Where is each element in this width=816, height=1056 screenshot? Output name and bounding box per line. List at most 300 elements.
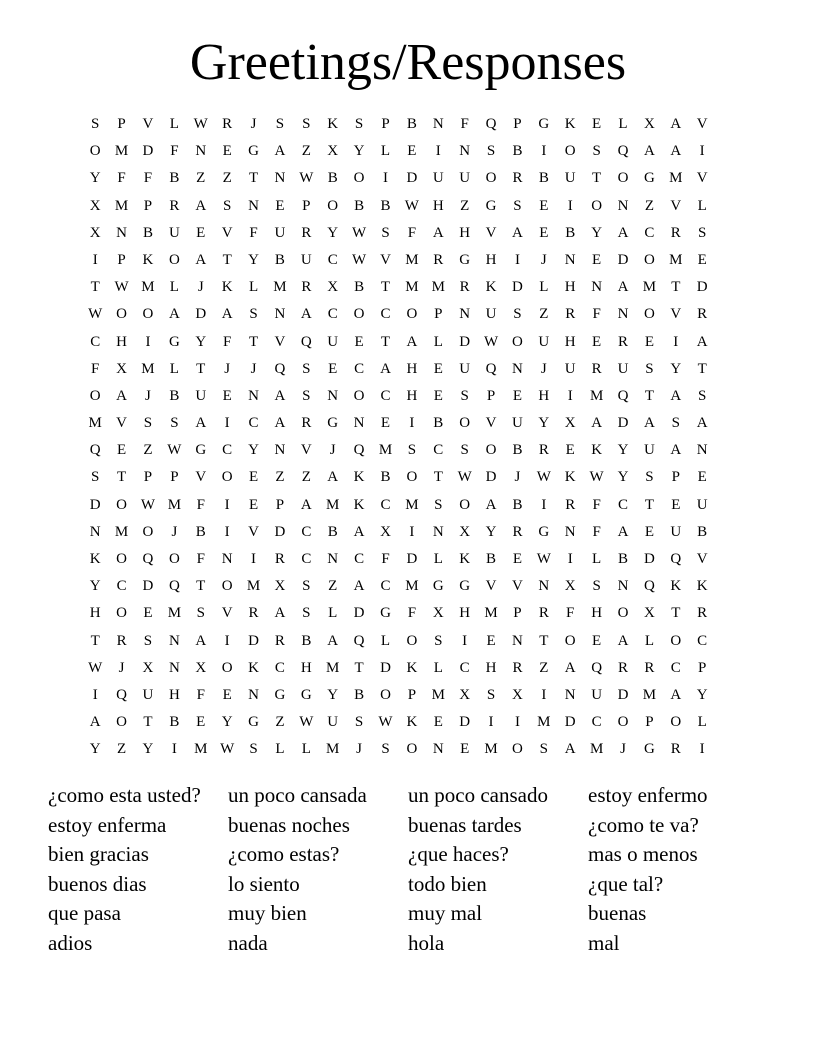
grid-letter: N (459, 306, 471, 323)
grid-letter: V (195, 469, 207, 486)
grid-letter: T (354, 659, 364, 676)
grid-row (82, 546, 742, 573)
grid-row (82, 111, 742, 138)
grid-letter: L (433, 659, 443, 676)
grid-letter: A (274, 415, 286, 432)
grid-letter: T (90, 632, 100, 649)
grid-letter: H (406, 387, 418, 404)
grid-letter: S (434, 496, 443, 513)
grid-letter: B (169, 170, 180, 187)
grid-letter: P (302, 197, 311, 214)
grid-letter: V (485, 415, 497, 432)
grid-letter: A (195, 251, 207, 268)
word-item: adios (48, 930, 93, 955)
grid-letter: B (433, 415, 444, 432)
grid-letter: C (380, 578, 391, 595)
grid-letter: W (404, 197, 419, 214)
grid-letter: R (301, 224, 312, 241)
grid-letter: I (92, 251, 98, 268)
grid-letter: U (459, 360, 471, 377)
grid-letter: D (459, 714, 471, 731)
grid-letter: U (195, 387, 207, 404)
grid-letter: B (512, 496, 523, 513)
grid-letter: L (169, 116, 179, 132)
grid-letter: C (90, 333, 101, 350)
grid-letter: P (407, 686, 417, 703)
grid-letter: M (88, 415, 102, 432)
grid-letter: J (540, 360, 547, 377)
grid-letter: O (459, 415, 471, 432)
grid-letter: O (485, 170, 497, 187)
grid-letter: A (353, 523, 365, 540)
grid-letter: G (459, 578, 471, 595)
grid-letter: F (460, 116, 469, 132)
word-item: estoy enfermo (588, 783, 708, 807)
grid-letter: M (114, 197, 129, 214)
grid-letter: E (196, 224, 206, 241)
grid-letter: A (617, 224, 629, 241)
grid-letter: R (618, 659, 629, 676)
grid-letter: O (617, 605, 629, 622)
grid-letter: S (222, 197, 232, 214)
grid-letter: D (512, 279, 523, 296)
grid-letter: T (380, 333, 391, 350)
grid-row (82, 383, 742, 410)
grid-letter: A (591, 415, 603, 432)
grid-letter: N (512, 632, 523, 649)
grid-letter: S (645, 469, 654, 486)
grid-letter: Y (617, 442, 629, 459)
grid-letter: A (670, 143, 682, 160)
grid-letter: S (460, 442, 469, 459)
grid-letter: W (457, 469, 472, 486)
grid-letter: C (591, 714, 602, 731)
grid-letter: Z (222, 170, 232, 187)
grid-letter: F (592, 496, 601, 513)
grid-letter: E (248, 496, 259, 513)
grid-letter: B (697, 523, 708, 540)
grid-letter: S (592, 143, 601, 160)
word-item: lo siento (228, 871, 300, 896)
grid-letter: A (617, 523, 629, 540)
grid-letter: S (592, 578, 601, 595)
grid-letter: Y (696, 686, 708, 703)
grid-letter: A (670, 442, 682, 459)
grid-letter: Z (196, 170, 206, 187)
grid-letter: J (145, 387, 151, 404)
grid-letter: I (567, 387, 573, 404)
grid-letter: I (224, 632, 230, 649)
grid-letter: Z (117, 741, 127, 758)
grid-letter: S (91, 116, 100, 132)
grid-letter: S (698, 387, 707, 404)
grid-letter: F (196, 551, 205, 567)
grid-letter: O (168, 251, 180, 268)
grid-letter: K (142, 251, 154, 268)
grid-letter: G (459, 251, 471, 268)
grid-letter: B (512, 442, 523, 459)
grid-letter: R (433, 251, 444, 268)
grid-letter: D (459, 333, 471, 350)
grid-letter: I (567, 197, 573, 214)
grid-letter: X (327, 143, 339, 160)
word-item: bien gracias (48, 842, 149, 866)
grid-letter: C (327, 251, 338, 268)
grid-letter: N (617, 306, 629, 323)
grid-letter: A (670, 116, 682, 132)
grid-letter: Z (275, 714, 285, 731)
grid-letter: O (380, 686, 391, 703)
word-item: ¿que haces? (408, 842, 509, 866)
grid-letter: N (168, 632, 180, 649)
grid-letter: S (486, 686, 496, 703)
grid-letter: Q (485, 116, 497, 132)
grid-letter: W (193, 116, 208, 132)
grid-letter: S (434, 632, 443, 649)
grid-letter: Z (301, 143, 311, 160)
grid-letter: A (643, 143, 655, 160)
grid-letter: I (409, 415, 415, 432)
grid-letter: Z (644, 197, 654, 214)
grid-letter: D (142, 578, 154, 595)
grid-row (82, 138, 742, 165)
grid-letter: L (539, 279, 549, 296)
grid-letter: U (300, 251, 312, 268)
grid-letter: I (541, 143, 547, 160)
grid-letter: P (143, 197, 153, 214)
grid-letter: O (116, 306, 127, 323)
grid-letter: Z (275, 469, 285, 486)
grid-letter: O (485, 442, 497, 459)
grid-letter: L (169, 279, 179, 296)
grid-letter: T (248, 170, 259, 187)
grid-letter: O (142, 523, 154, 540)
grid-letter: Q (591, 659, 603, 676)
grid-letter: E (460, 741, 470, 758)
grid-letter: A (617, 279, 629, 296)
grid-letter: Y (591, 224, 603, 241)
grid-letter: E (512, 387, 523, 404)
grid-letter: O (353, 170, 365, 187)
grid-letter: O (89, 143, 101, 160)
grid-letter: N (432, 523, 444, 540)
grid-row (82, 165, 742, 192)
grid-letter: Z (539, 306, 549, 323)
grid-letter: J (250, 360, 257, 377)
grid-letter: B (618, 551, 629, 567)
grid-letter: B (195, 523, 206, 540)
grid-letter: T (143, 714, 153, 731)
grid-letter: A (617, 632, 629, 649)
grid-letter: C (222, 442, 233, 459)
grid-letter: A (643, 415, 655, 432)
grid-letter: M (405, 251, 419, 268)
grid-letter: N (168, 659, 180, 676)
grid-letter: R (248, 605, 259, 622)
grid-letter: O (617, 714, 629, 731)
grid-row (82, 247, 742, 274)
grid-letter: H (432, 197, 444, 214)
grid-letter: U (538, 333, 550, 350)
grid-letter: X (327, 279, 339, 296)
grid-letter: D (248, 632, 259, 649)
grid-row (82, 709, 742, 736)
grid-row (82, 274, 742, 301)
grid-letter: E (592, 333, 602, 350)
grid-letter: B (327, 170, 338, 187)
grid-letter: E (433, 360, 443, 377)
grid-letter: L (328, 605, 338, 622)
grid-letter: L (433, 333, 443, 350)
grid-letter: U (327, 714, 339, 731)
grid-letter: B (142, 224, 153, 241)
grid-letter: B (327, 523, 338, 540)
grid-letter: E (697, 251, 707, 268)
grid-letter: H (459, 605, 471, 622)
grid-letter: P (513, 605, 522, 622)
grid-letter: A (168, 306, 180, 323)
grid-letter: Y (327, 224, 339, 241)
grid-letter: G (643, 741, 655, 758)
grid-letter: Q (89, 442, 101, 459)
grid-letter: X (274, 578, 286, 595)
grid-letter: M (326, 741, 340, 758)
grid-letter: U (432, 170, 444, 187)
grid-letter: F (592, 523, 601, 540)
word-item: ¿como esta usted? (48, 783, 201, 807)
grid-letter: I (699, 741, 705, 758)
grid-letter: O (116, 496, 127, 513)
grid-letter: U (564, 360, 576, 377)
grid-letter: S (302, 387, 311, 404)
grid-letter: X (432, 605, 444, 622)
grid-letter: I (673, 333, 679, 350)
grid-letter: L (644, 632, 654, 649)
grid-letter: G (327, 415, 339, 432)
grid-letter: T (644, 387, 654, 404)
grid-letter: D (617, 251, 629, 268)
grid-letter: X (459, 523, 471, 540)
grid-letter: M (141, 360, 155, 377)
grid-letter: R (538, 442, 549, 459)
grid-letter: T (90, 279, 100, 296)
grid-letter: C (433, 442, 444, 459)
grid-row (82, 437, 742, 464)
grid-letter: R (565, 496, 576, 513)
grid-letter: C (380, 496, 391, 513)
grid-letter: Y (485, 523, 497, 540)
page-title: Greetings/Responses (189, 34, 627, 91)
grid-letter: M (405, 578, 419, 595)
grid-letter: A (353, 578, 365, 595)
grid-letter: Q (617, 143, 629, 160)
grid-letter: I (92, 686, 98, 703)
grid-letter: C (644, 224, 655, 241)
grid-row (82, 519, 742, 546)
grid-letter: S (698, 224, 707, 241)
grid-letter: O (221, 469, 233, 486)
grid-letter: R (512, 659, 523, 676)
grid-letter: I (462, 632, 468, 649)
grid-letter: P (645, 714, 654, 731)
grid-letter: O (406, 469, 418, 486)
grid-letter: S (486, 143, 496, 160)
grid-letter: D (485, 469, 497, 486)
grid-letter: I (409, 523, 415, 540)
grid-letter: R (697, 306, 708, 323)
grid-letter: P (117, 116, 126, 132)
grid-letter: F (222, 333, 232, 350)
grid-letter: X (643, 605, 655, 622)
grid-letter: I (145, 333, 151, 350)
grid-letter: W (299, 170, 314, 187)
grid-letter: W (483, 333, 499, 350)
grid-letter: M (431, 279, 445, 296)
grid-letter: B (169, 387, 180, 404)
grid-letter: A (406, 333, 418, 350)
grid-row (82, 220, 742, 247)
grid-letter: R (670, 741, 681, 758)
grid-letter: J (356, 741, 363, 758)
grid-letter: H (116, 333, 127, 350)
grid-letter: H (168, 686, 180, 703)
word-item: un poco cansada (228, 783, 367, 807)
grid-letter: I (171, 741, 177, 758)
grid-letter: O (617, 170, 629, 187)
grid-letter: I (382, 170, 388, 187)
grid-letter: Y (670, 360, 682, 377)
grid-letter: N (617, 578, 629, 595)
grid-letter: N (564, 686, 576, 703)
grid-letter: O (406, 741, 418, 758)
grid-letter: H (89, 605, 101, 622)
grid-letter: S (196, 605, 205, 622)
grid-letter: M (669, 251, 683, 268)
grid-letter: K (406, 714, 418, 731)
grid-letter: S (302, 605, 311, 622)
grid-letter: X (89, 197, 101, 214)
grid-letter: M (669, 170, 683, 187)
grid-letter: J (171, 523, 178, 540)
grid-letter: F (117, 170, 126, 187)
grid-letter: L (380, 632, 391, 649)
grid-letter: T (592, 170, 602, 187)
grid-letter: D (89, 496, 101, 513)
grid-letter: T (671, 605, 681, 622)
grid-letter: R (644, 659, 655, 676)
grid-letter: A (300, 496, 312, 513)
grid-letter: M (114, 523, 129, 540)
grid-letter: N (274, 306, 286, 323)
grid-letter: R (512, 523, 523, 540)
grid-letter: R (274, 632, 285, 649)
grid-letter: S (671, 415, 680, 432)
grid-letter: M (537, 714, 551, 731)
grid-letter: V (485, 224, 497, 241)
grid-letter: A (696, 415, 708, 432)
grid-letter: M (326, 659, 340, 676)
grid-letter: U (485, 306, 497, 323)
grid-letter: Z (539, 659, 549, 676)
grid-letter: J (224, 360, 231, 377)
grid-letter: X (195, 659, 207, 676)
grid-letter: M (141, 279, 155, 296)
grid-letter: P (698, 659, 707, 676)
grid-letter: D (617, 686, 629, 703)
grid-row (82, 492, 742, 519)
grid-letter: B (565, 224, 576, 241)
grid-row (82, 573, 742, 600)
grid-letter: C (380, 387, 391, 404)
grid-letter: E (143, 605, 153, 622)
grid-letter: T (196, 360, 206, 377)
grid-letter: B (486, 551, 497, 567)
grid-letter: E (222, 686, 232, 703)
grid-letter: N (248, 197, 259, 214)
grid-letter: N (459, 143, 471, 160)
grid-letter: W (378, 714, 393, 731)
grid-letter: R (301, 279, 312, 296)
grid-letter: I (435, 143, 441, 160)
grid-letter: O (406, 632, 418, 649)
grid-letter: Y (353, 143, 365, 160)
grid-row (82, 356, 742, 383)
word-item: buenos dias (48, 871, 147, 896)
grid-letter: I (541, 686, 547, 703)
grid-letter: C (697, 632, 708, 649)
grid-letter: V (696, 551, 708, 567)
grid-letter: V (248, 523, 259, 540)
word-item: ¿como te va? (588, 812, 699, 837)
grid-letter: L (592, 551, 602, 567)
grid-letter: W (114, 279, 129, 296)
grid-letter: R (169, 197, 180, 214)
grid-row (82, 628, 742, 655)
grid-letter: N (274, 442, 286, 459)
grid-letter: S (275, 116, 285, 132)
grid-letter: P (513, 116, 522, 132)
grid-letter: Q (300, 333, 312, 350)
grid-letter: R (538, 605, 549, 622)
grid-letter: O (670, 632, 682, 649)
grid-letter: S (513, 306, 522, 323)
grid-letter: I (514, 714, 520, 731)
grid-letter: V (512, 578, 523, 595)
grid-letter: A (564, 659, 576, 676)
grid-letter: G (643, 170, 655, 187)
grid-letter: W (536, 469, 551, 486)
grid-letter: N (432, 741, 444, 758)
grid-letter: N (696, 442, 708, 459)
grid-letter: A (670, 686, 682, 703)
grid-letter: X (512, 686, 523, 703)
grid-letter: Q (116, 686, 127, 703)
grid-letter: R (591, 360, 602, 377)
grid-letter: U (142, 686, 154, 703)
grid-letter: E (407, 143, 417, 160)
grid-letter: M (431, 686, 445, 703)
grid-letter: L (433, 551, 443, 567)
grid-letter: N (195, 143, 207, 160)
grid-letter: F (196, 686, 205, 703)
grid-letter: K (670, 578, 682, 595)
grid-letter: O (564, 632, 576, 649)
grid-letter: E (486, 632, 496, 649)
grid-letter: H (564, 279, 576, 296)
grid-letter: U (564, 170, 576, 187)
grid-letter: U (617, 360, 629, 377)
grid-letter: E (565, 442, 575, 459)
